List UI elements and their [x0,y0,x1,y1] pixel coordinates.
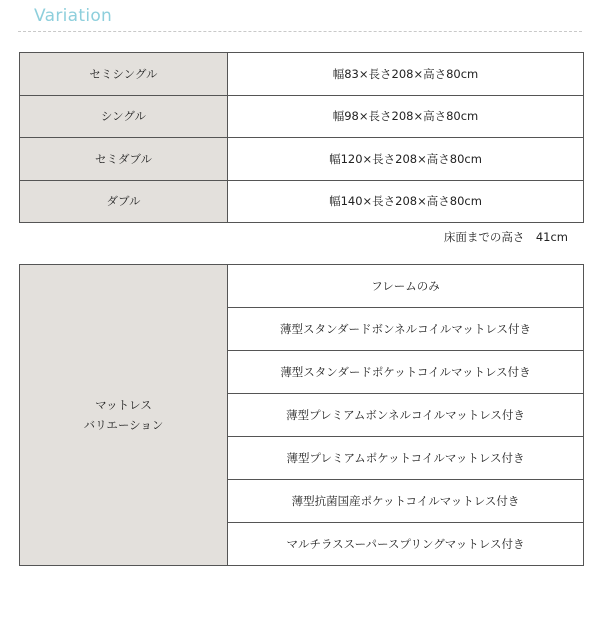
mattress-label-line-2: バリエーション [83,418,164,432]
size-row-semi-single [20,53,584,96]
size-value: 幅83×長さ208×高さ80cm [228,53,584,96]
mattress-option: 薄型プレミアムボンネルコイルマットレス付き [228,394,584,437]
size-label: シングル [20,95,228,138]
size-row-double [20,180,584,223]
mattress-option-row [20,265,584,308]
mattress-variation-label [20,265,228,566]
size-label: セミシングル [20,53,228,96]
mattress-option: 薄型プレミアムポケットコイルマットレス付き [228,437,584,480]
title-divider [18,31,582,32]
mattress-option: 薄型抗菌国産ポケットコイルマットレス付き [228,480,584,523]
section-title: Variation [34,6,113,26]
mattress-option: マルチラススーパースプリングマットレス付き [228,523,584,566]
mattress-variation-table [19,264,584,566]
size-label: セミダブル [20,138,228,181]
mattress-option: 薄型スタンダードポケットコイルマットレス付き [228,351,584,394]
size-value: 幅98×長さ208×高さ80cm [228,95,584,138]
mattress-option: フレームのみ [228,265,584,308]
size-value: 幅120×長さ208×高さ80cm [228,138,584,181]
size-row-semi-double [20,138,584,181]
size-table [19,52,584,223]
size-label: ダブル [20,180,228,223]
floor-height-note: 床面までの高さ 41cm [443,230,568,244]
mattress-label-line-1: マットレス [95,398,152,412]
size-row-single [20,95,584,138]
size-value: 幅140×長さ208×高さ80cm [228,180,584,223]
mattress-option: 薄型スタンダードボンネルコイルマットレス付き [228,308,584,351]
